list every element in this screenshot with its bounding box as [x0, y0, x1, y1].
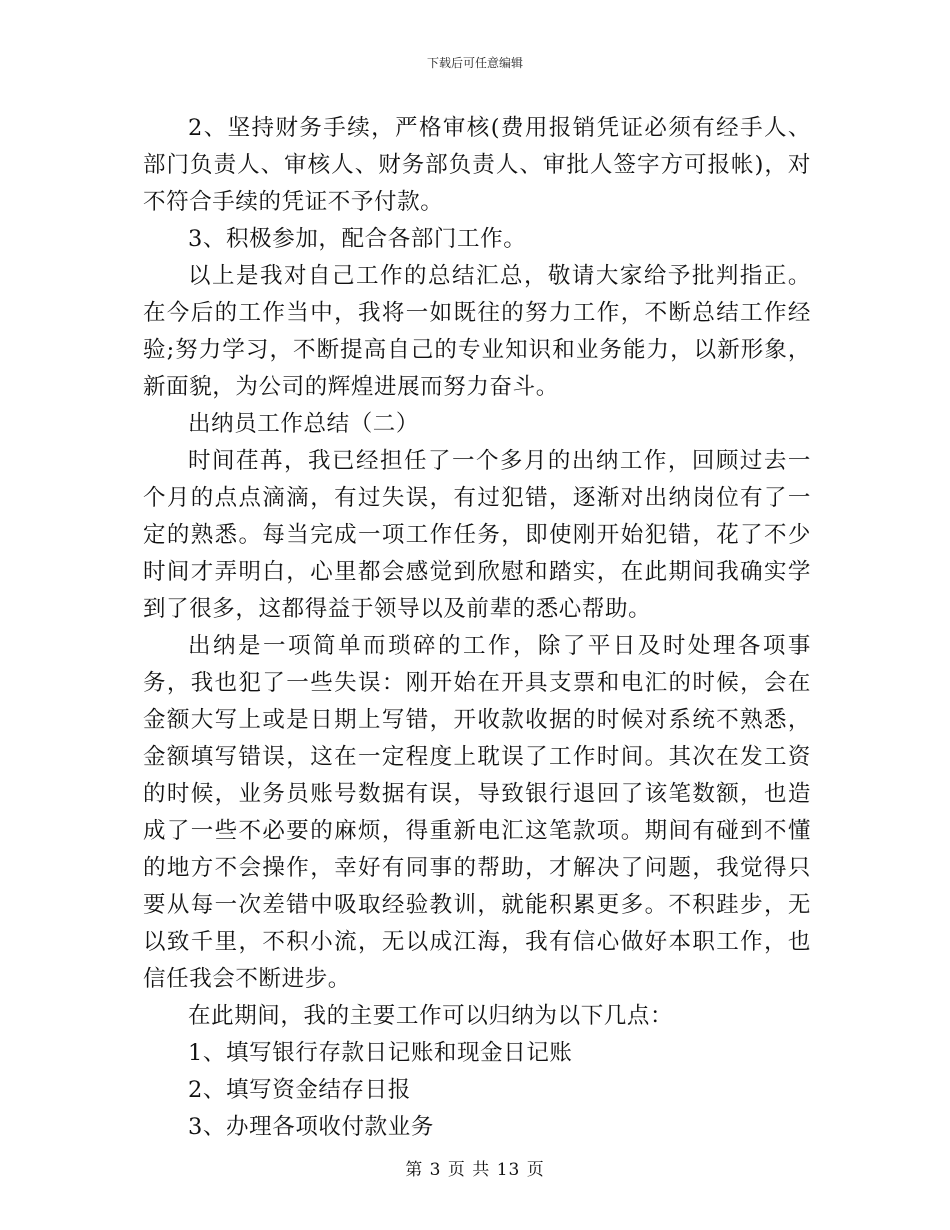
list-item: 2、填写资金结存日报: [188, 1077, 411, 1103]
paragraph: 时间荏苒，我已经担任了一个多月的出纳工作，回顾过去一个月的点点滴滴，有过失误，有过犯错，逐渐对出纳岗位有了一定的熟悉。每当完成一项工作任务，即使刚开始犯错，花了不少时间才弄明白，心里都会感觉到欣慰和踏实，在此期间我确实学到了很多，这都得益于领导以及前辈的悉心帮助。: [143, 448, 811, 622]
list-item: 1、填写银行存款日记账和现金日记账: [188, 1040, 573, 1066]
page-number: 第 3 页 共 13 页: [405, 1160, 545, 1180]
paragraph: 2、坚持财务手续，严格审核(费用报销凭证必须有经手人、部门负责人、审核人、财务部负责人、审批人签字方可报帐)，对不符合手续的凭证不予付款。: [143, 115, 811, 215]
paragraph: 出纳是一项简单而琐碎的工作，除了平日及时处理各项事务，我也犯了一些失误：刚开始在开具支票和电汇的时候，会在金额大写上或是日期上写错，开收款收据的时候对系统不熟悉，金额填写错误，这在一定程度上耽误了工作时间。其次在发工资的时候，业务员账号数据有误，导致银行退回了该笔数额，也造成了一些不必要的麻烦，得重新电汇这笔款项。期间有碰到不懂的地方不会操作，幸好有同事的帮助，才解决了问题，我觉得只要从每一次差错中吸取经验教训，就能积累更多。不积跬步，无以致千里，不积小流，无以成江海，我有信心做好本职工作，也信任我会不断进步。: [143, 633, 811, 992]
section-title: 出纳员工作总结（二）: [188, 411, 420, 437]
paragraph: 在此期间，我的主要工作可以归纳为以下几点：: [188, 1003, 674, 1029]
paragraph: 3、积极参加，配合各部门工作。: [188, 226, 527, 252]
document-body: [143, 110, 811, 1146]
list-item: 3、办理各项收付款业务: [188, 1114, 434, 1140]
paragraph: 以上是我对自己工作的总结汇总，敬请大家给予批判指正。在今后的工作当中，我将一如既往的努力工作，不断总结工作经验;努力学习，不断提高自己的专业知识和业务能力，以新形象，新面貌，为公司的辉煌进展而努力奋斗。: [143, 263, 811, 400]
page-header-note: 下载后可任意编辑: [426, 56, 523, 70]
